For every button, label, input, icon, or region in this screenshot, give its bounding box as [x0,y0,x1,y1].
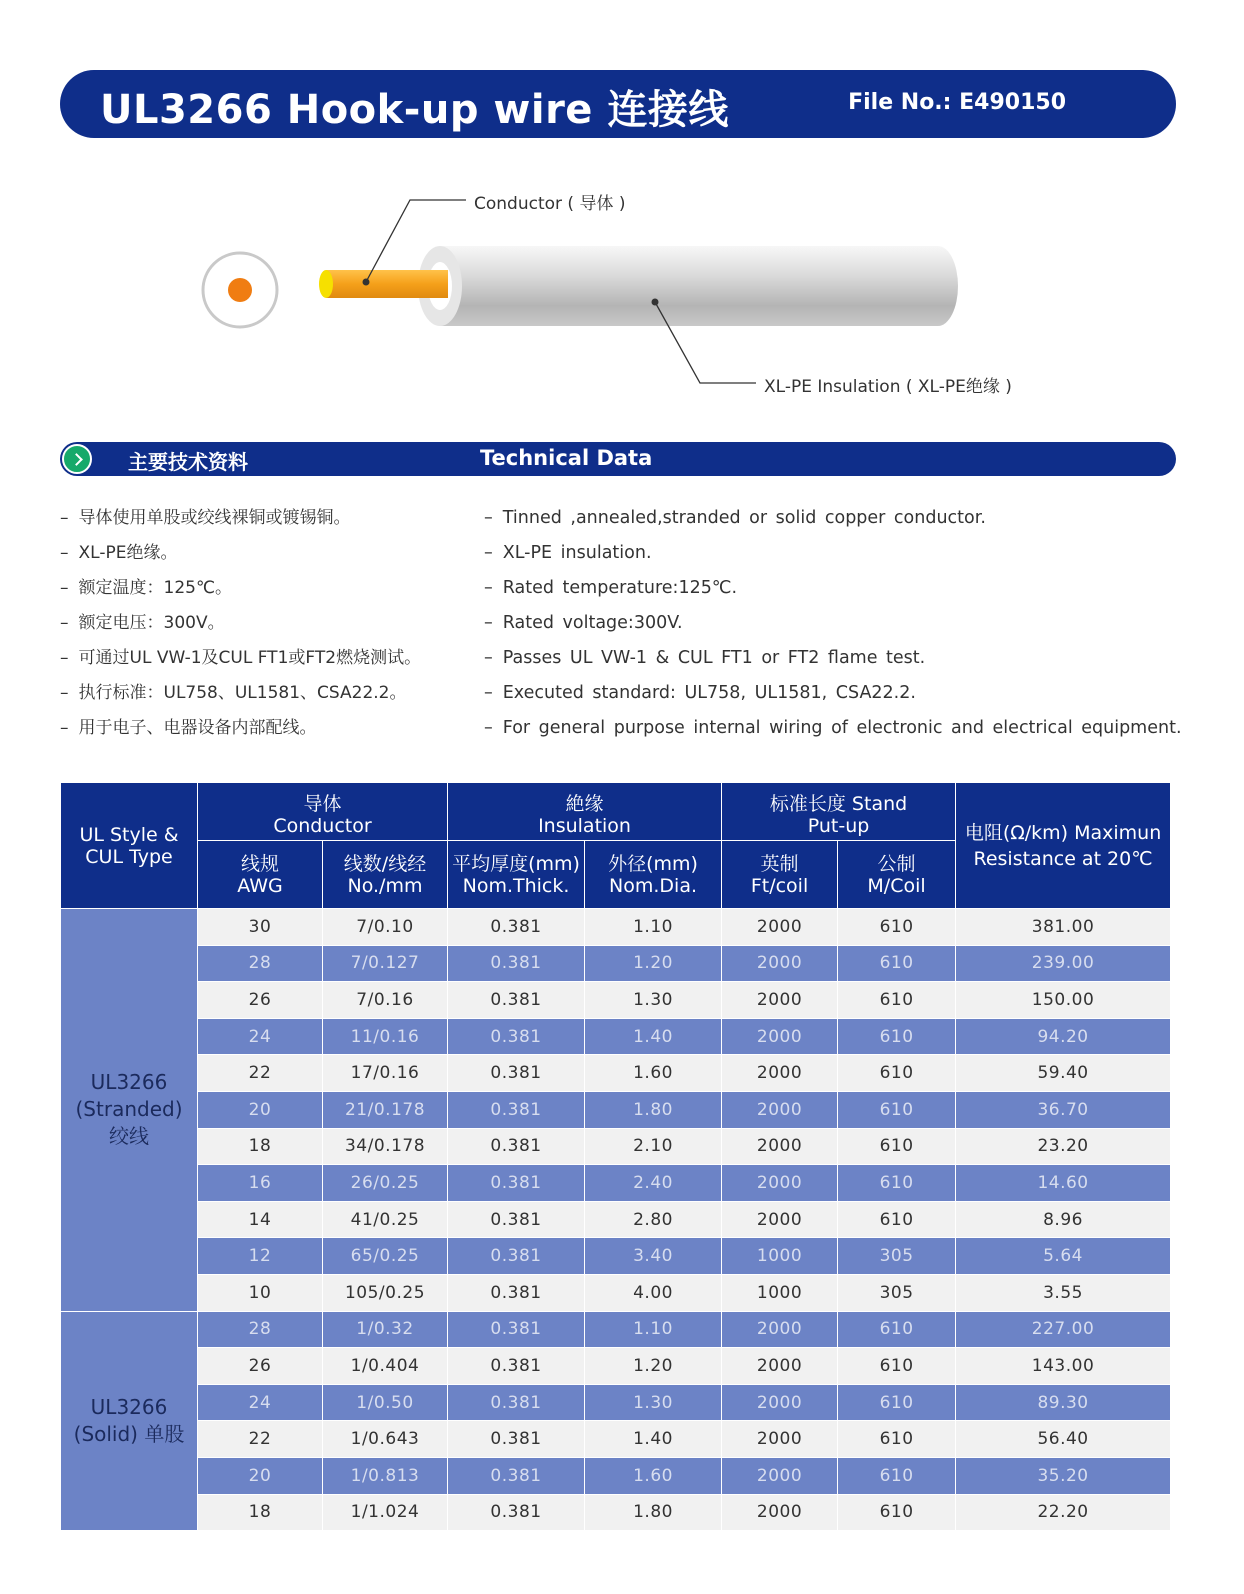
table-cell: 65/0.25 [323,1238,448,1275]
cable-diagram [0,150,1244,420]
header-style-type: UL Style & CUL Type [61,783,198,909]
table-cell: 610 [838,1384,956,1421]
table-cell: 610 [838,945,956,982]
table-cell: 610 [838,1055,956,1092]
table-cell: 0.381 [448,1201,585,1238]
table-row [61,1201,1171,1238]
header-awg: 线规 AWG [198,841,323,909]
table-cell: 20 [198,1091,323,1128]
table-cell: 105/0.25 [323,1274,448,1311]
table-cell: 1/0.50 [323,1384,448,1421]
table-cell: 610 [838,982,956,1019]
table-cell: 0.381 [448,945,585,982]
table-row [61,1238,1171,1275]
table-cell: 24 [198,1384,323,1421]
table-cell: 610 [838,1348,956,1385]
section-title-en: Technical Data [480,446,653,470]
table-cell: 36.70 [956,1091,1171,1128]
table-row [61,1457,1171,1494]
table-cell: 21/0.178 [323,1091,448,1128]
table-cell: 2000 [722,1201,838,1238]
table-row [61,909,1171,946]
table-row [61,1018,1171,1055]
spec-en-item: – Rated voltage:300V. [484,611,1204,646]
header-insulation: 絶缘 Insulation [448,783,722,841]
table-cell: 17/0.16 [323,1055,448,1092]
table-cell: 34/0.178 [323,1128,448,1165]
chevron-right-icon [62,444,92,474]
table-cell: 94.20 [956,1018,1171,1055]
table-cell: 0.381 [448,1348,585,1385]
table-cell: 0.381 [448,1165,585,1202]
table-cell: 22 [198,1421,323,1458]
table-cell: 610 [838,1421,956,1458]
spec-en-item: – For general purpose internal wiring of electronic and electrical equipment. [484,716,1204,751]
table-row [61,1091,1171,1128]
table-cell: 2.10 [585,1128,722,1165]
table-cell: 143.00 [956,1348,1171,1385]
table-cell: 12 [198,1238,323,1275]
table-cell: 0.381 [448,1421,585,1458]
spec-cn-item: – 可通过UL VW-1及CUL FT1或FT2燃烧测试。 [60,646,480,681]
table-cell: 7/0.127 [323,945,448,982]
table-cell: 610 [838,1494,956,1531]
table-cell: 1.20 [585,945,722,982]
table-cell: 2000 [722,1384,838,1421]
table-cell: 2.40 [585,1165,722,1202]
table-cell: 0.381 [448,1091,585,1128]
table-cell: 23.20 [956,1128,1171,1165]
table-cell: 1.80 [585,1494,722,1531]
table-cell: 1.10 [585,1311,722,1348]
spec-cn-item: – 额定电压：300V。 [60,611,480,646]
table-cell: 2000 [722,982,838,1019]
table-cell: 2000 [722,1055,838,1092]
table-cell: 0.381 [448,1055,585,1092]
table-cell: 2000 [722,1311,838,1348]
table-cell: 1/0.404 [323,1348,448,1385]
table-cell: 1000 [722,1238,838,1275]
table-cell: 305 [838,1238,956,1275]
table-cell: 1.30 [585,982,722,1019]
table-row [61,1165,1171,1202]
table-row [61,982,1171,1019]
table-cell: 2000 [722,1348,838,1385]
conductor-label: Conductor ( 导体 ) [474,194,626,214]
table-cell: 28 [198,1311,323,1348]
table-cell: 0.381 [448,1238,585,1275]
table-cell: 8.96 [956,1201,1171,1238]
table-cell: 89.30 [956,1384,1171,1421]
section-title-cn: 主要技术资料 [128,450,248,474]
table-cell: 1.40 [585,1018,722,1055]
table-cell: 7/0.16 [323,982,448,1019]
table-cell: 28 [198,945,323,982]
technical-data-table [60,782,1171,1531]
table-cell: 22.20 [956,1494,1171,1531]
header-put-up: 标准长度 Stand Put-up [722,783,956,841]
table-cell: 2.80 [585,1201,722,1238]
table-cell: 610 [838,1457,956,1494]
table-cell: 35.20 [956,1457,1171,1494]
table-row [61,1055,1171,1092]
spec-en-item: – Rated temperature:125℃. [484,576,1204,611]
table-row [61,1494,1171,1531]
table-cell: 610 [838,1128,956,1165]
table-cell: 0.381 [448,1457,585,1494]
table-cell: 610 [838,909,956,946]
table-cell: 30 [198,909,323,946]
group-label: UL3266 (Solid) 单股 [61,1311,198,1531]
table-cell: 1.20 [585,1348,722,1385]
specs-en-list [484,506,1204,751]
table-row [61,1311,1171,1348]
table-cell: 1.40 [585,1421,722,1458]
table-cell: 1/0.643 [323,1421,448,1458]
table-cell: 1.60 [585,1457,722,1494]
table-cell: 2000 [722,1165,838,1202]
table-cell: 59.40 [956,1055,1171,1092]
table-cell: 610 [838,1165,956,1202]
table-cell: 20 [198,1457,323,1494]
table-cell: 5.64 [956,1238,1171,1275]
table-cell: 2000 [722,1128,838,1165]
spec-en-item: – Passes UL VW-1 & CUL FT1 or FT2 flame test. [484,646,1204,681]
table-cell: 1.60 [585,1055,722,1092]
header-m-coil: 公制 M/Coil [838,841,956,909]
table-cell: 2000 [722,1421,838,1458]
table-cell: 2000 [722,1018,838,1055]
table-cell: 227.00 [956,1311,1171,1348]
header-diameter: 外径(mm) Nom.Dia. [585,841,722,909]
table-cell: 610 [838,1201,956,1238]
table-cell: 150.00 [956,982,1171,1019]
table-cell: 1/0.813 [323,1457,448,1494]
header-ft-coil: 英制 Ft/coil [722,841,838,909]
table-row [61,945,1171,982]
table-cell: 4.00 [585,1274,722,1311]
header-strand: 线数/线经 No./mm [323,841,448,909]
table-cell: 0.381 [448,1384,585,1421]
table-cell: 26 [198,982,323,1019]
specs-cn-list [60,506,480,751]
table-cell: 11/0.16 [323,1018,448,1055]
table-cell: 18 [198,1494,323,1531]
table-cell: 56.40 [956,1421,1171,1458]
table-cell: 0.381 [448,1494,585,1531]
table-row [61,1421,1171,1458]
table-cell: 1/1.024 [323,1494,448,1531]
page-title: UL3266 Hook-up wire 连接线 [100,87,729,133]
table-cell: 2000 [722,1091,838,1128]
title-bar [60,70,1176,138]
header-conductor: 导体 Conductor [198,783,448,841]
table-cell: 610 [838,1018,956,1055]
spec-cn-item: – 用于电子、电器设备内部配线。 [60,716,480,751]
table-row [61,1128,1171,1165]
table-cell: 10 [198,1274,323,1311]
table-row [61,1348,1171,1385]
table-cell: 22 [198,1055,323,1092]
table-cell: 2000 [722,1457,838,1494]
insulation-icon [418,246,958,326]
spec-cn-item: – XL-PE绝缘。 [60,541,480,576]
spec-cn-item: – 执行标准：UL758、UL1581、CSA22.2。 [60,681,480,716]
table-cell: 18 [198,1128,323,1165]
table-cell: 2000 [722,909,838,946]
table-cell: 0.381 [448,909,585,946]
table-cell: 16 [198,1165,323,1202]
table-cell: 0.381 [448,1018,585,1055]
spec-en-item: – Tinned ,annealed,stranded or solid copper conductor. [484,506,1204,541]
table-cell: 1.10 [585,909,722,946]
table-cell: 305 [838,1274,956,1311]
table-row [61,1384,1171,1421]
table-cell: 239.00 [956,945,1171,982]
table-cell: 0.381 [448,1311,585,1348]
table-cell: 1.30 [585,1384,722,1421]
group-label: UL3266 (Stranded) 绞线 [61,909,198,1312]
table-cell: 26 [198,1348,323,1385]
table-cell: 3.40 [585,1238,722,1275]
spec-en-item: – Executed standard: UL758, UL1581, CSA22.2. [484,681,1204,716]
conductor-icon [319,270,448,298]
section-header [60,442,1176,476]
table-cell: 1000 [722,1274,838,1311]
cross-section-icon [203,253,277,327]
spec-cn-item: – 额定温度：125℃。 [60,576,480,611]
table-cell: 2000 [722,945,838,982]
spec-cn-item: – 导体使用单股或绞线裸铜或镀锡铜。 [60,506,480,541]
table-cell: 610 [838,1091,956,1128]
table-cell: 14.60 [956,1165,1171,1202]
table-row [61,1274,1171,1311]
table-cell: 0.381 [448,1274,585,1311]
table-cell: 381.00 [956,909,1171,946]
table-cell: 1.80 [585,1091,722,1128]
header-thickness: 平均厚度(mm) Nom.Thick. [448,841,585,909]
table-cell: 0.381 [448,1128,585,1165]
insulation-label: XL-PE Insulation ( XL-PE绝缘 ) [764,377,1012,397]
table-cell: 3.55 [956,1274,1171,1311]
table-cell: 1/0.32 [323,1311,448,1348]
table-cell: 41/0.25 [323,1201,448,1238]
table-cell: 2000 [722,1494,838,1531]
header-resistance: 电阻(Ω/km) Maximun Resistance at 20℃ [956,783,1171,909]
table-cell: 24 [198,1018,323,1055]
table-cell: 7/0.10 [323,909,448,946]
table-cell: 0.381 [448,982,585,1019]
table-body [61,909,1171,1531]
spec-en-item: – XL-PE insulation. [484,541,1204,576]
table-cell: 610 [838,1311,956,1348]
file-number: File No.: E490150 [848,90,1066,115]
table-cell: 14 [198,1201,323,1238]
table-cell: 26/0.25 [323,1165,448,1202]
